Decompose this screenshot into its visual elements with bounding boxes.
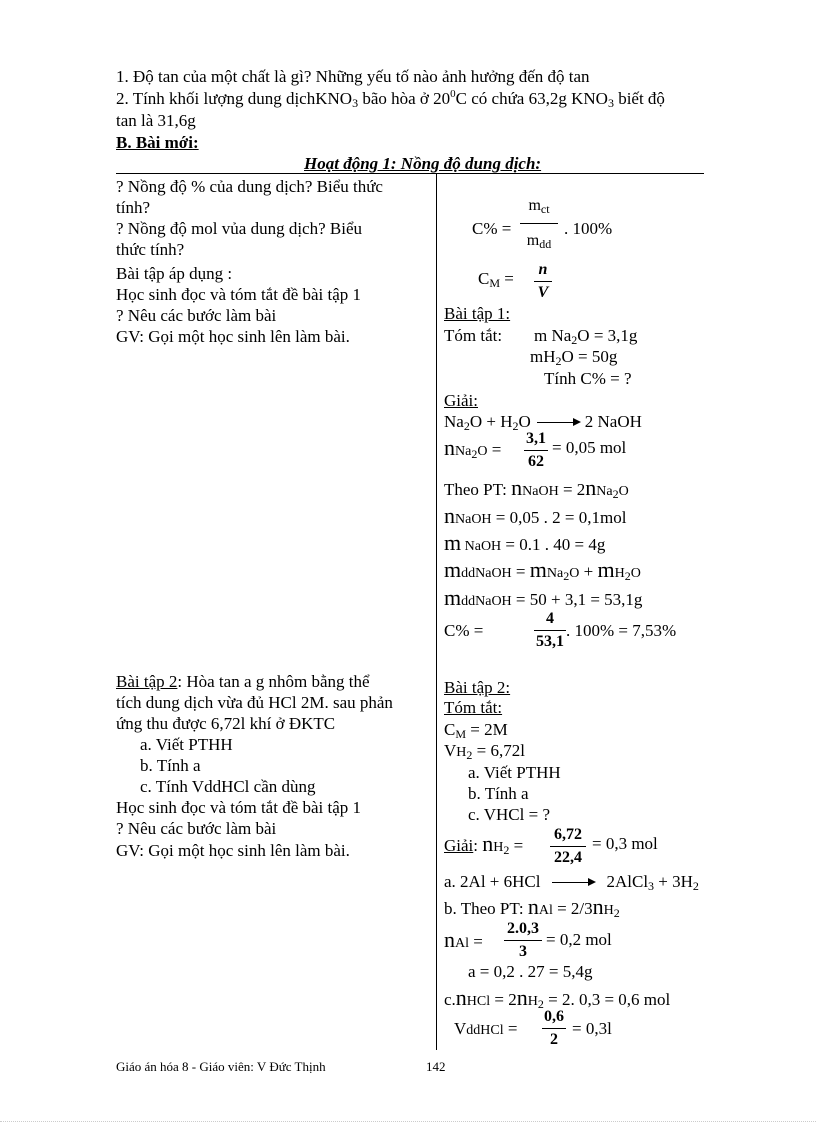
fraction-denominator: V	[537, 284, 549, 301]
fraction-denominator: $m_{dd}$	[526, 232, 552, 251]
left1-line: Học sinh đọc và tóm tắt đề bài tập 1	[116, 285, 362, 304]
ex2-reaction: a. 2Al + 6HCl 2AlCl$_3$ + $3H_2$	[444, 872, 699, 893]
fraction-bar	[524, 450, 548, 451]
ex1-theo-pt: Theo PT: nNaOH = 2nNa$_2$O	[444, 475, 629, 501]
left2-item: c. Tính VddHCl cần dùng	[140, 777, 316, 796]
left2-line9: GV: Gọi một học sinh lên làm bài.	[116, 841, 350, 860]
c-percent-fraction	[520, 197, 558, 250]
question-1: 1. Độ tan của một chất là gì? Những yếu tố nào ảnh hưởng đến độ tan	[116, 67, 590, 86]
fraction-numerator: 2.0,3	[507, 920, 539, 937]
fraction-numerator: 4	[546, 610, 554, 627]
ex2-a-value: a = 0,2 . 27 = 5,4g	[468, 962, 593, 981]
q2-text: C có chứa 63,2g KNO	[455, 89, 608, 108]
ex1-giai: Giải:	[444, 391, 478, 410]
ex2-title: Bài tập 2:	[444, 678, 511, 697]
left1-line: ? Nêu các bước làm bài	[116, 306, 277, 325]
fraction-denominator: 3	[519, 943, 527, 960]
table-column-divider	[436, 173, 437, 1050]
ex2-nal-fraction	[504, 920, 542, 961]
ex2-vdd-fraction	[542, 1008, 566, 1049]
times-100: . 100%	[564, 219, 613, 238]
fraction-numerator: n	[538, 261, 548, 278]
ex2-cm: $C_M = 2M$	[444, 720, 508, 741]
fraction-bar	[542, 1028, 566, 1029]
ex2-tomtat: Tóm tắt:	[444, 698, 503, 717]
ex2-nal: nAl =	[444, 927, 483, 952]
cm-label: $C_M$ =	[478, 269, 514, 290]
c-percent-label: C% =	[472, 219, 512, 238]
left2-item: a. Viết PTHH	[140, 735, 233, 754]
fraction-bar	[504, 940, 542, 941]
ex1-n-naoh: nNaOH = 0,05 . 2 = 0,1mol	[444, 503, 627, 528]
q2-sub: 3	[352, 96, 359, 110]
question-2	[116, 88, 665, 109]
section-b-colon: :	[192, 133, 199, 152]
ex2-nal-result: = 0,2 mol	[546, 930, 612, 949]
ex1-title: Bài tập 1:	[444, 304, 511, 323]
ex2-vdd-result: = 0,3l	[572, 1019, 612, 1038]
ex2-theo-pt: b. Theo PT: nAl = $2/3nH_2$	[444, 894, 620, 920]
section-b-heading	[116, 132, 199, 153]
ex1-tomtat: Tóm tắt:	[444, 326, 503, 345]
fraction-numerator: 6,72	[554, 826, 582, 843]
left2-line8: ? Nêu các bước làm bài	[116, 819, 277, 838]
ex1-n-fraction	[524, 430, 548, 471]
page-number: 142	[426, 1059, 446, 1074]
ex1-m-h2o: $mH_2O = 50g$	[530, 347, 618, 368]
fraction-denominator: 22,4	[554, 849, 582, 866]
fraction-numerator: $m_{ct}$	[528, 197, 550, 216]
ex2-item: b. Tính a	[468, 784, 529, 803]
fraction-bar	[534, 630, 566, 631]
footer-text: Giáo án hóa 8 - Giáo viên: V Đức Thịnh	[116, 1059, 326, 1074]
left1-line: Bài tập áp dụng :	[116, 264, 233, 283]
left2-line3: ứng thu được 6,72l khí ở ĐKTC	[116, 714, 336, 733]
ex2-c-line: c.nHCl = $2nH_2 = 2$. 0,3 = 0,6 mol	[444, 985, 671, 1011]
ex2-giai-line: Giải: $nH_2$ =	[444, 831, 524, 857]
activity-heading: Hoạt động 1: Nồng độ dung dịch:	[304, 154, 542, 173]
left1-line: ? Nồng độ mol vủa dung dịch? Biểu	[116, 219, 362, 238]
q2-text: biết độ	[613, 89, 665, 108]
ex1-mdd-2: mddNaOH = 50 + 3,1 = 53,1g	[444, 585, 643, 610]
fraction-bar	[534, 281, 552, 282]
ex2-vdd: VddHCl =	[454, 1019, 518, 1038]
question-2-line2: tan là 31,6g	[116, 111, 196, 130]
fraction-bar	[520, 223, 558, 224]
ex1-n-na2o: nNa$_2$O =	[444, 435, 502, 461]
fraction-bar	[550, 846, 586, 847]
ex2-nh2-fraction	[550, 826, 586, 867]
q2-text: 2. Tính khối lượng dung dịchKNO	[116, 89, 353, 108]
left1-line: thức tính?	[116, 240, 185, 259]
ex1-mdd-1: mddNaOH = $mNa_2O + mH_2O$	[444, 557, 641, 583]
ex1-m-na2o: m $Na_2O = 3,1g$	[534, 326, 638, 347]
left2-line2: tích dung dịch vừa đủ HCl 2M. sau phản	[116, 693, 393, 712]
ex1-reaction: $Na_2O + H_2O$ 2 NaOH	[444, 412, 642, 433]
section-b-text: B. Bài mới	[116, 133, 193, 152]
left2-item: b. Tính a	[140, 756, 201, 775]
left2-line1: Bài tập 2: Hòa tan a g nhôm bằng thể	[116, 672, 370, 691]
cm-fraction	[534, 261, 552, 302]
ex2-item: c. VHCl = ?	[468, 805, 550, 824]
arrow-icon	[552, 882, 594, 883]
left1-line: ? Nồng độ % của dung dịch? Biểu thức	[116, 177, 383, 196]
q2-text: bão hòa ở 20	[358, 89, 451, 108]
arrow-icon	[537, 422, 579, 423]
fraction-denominator: 53,1	[536, 633, 564, 650]
ex1-c-fraction	[534, 610, 566, 651]
ex1-m-naoh: m NaOH = 0.1 . 40 = 4g	[444, 530, 606, 555]
left1-line: tính?	[116, 198, 150, 217]
q2-sup: 0	[450, 88, 456, 100]
left2-line7: Học sinh đọc và tóm tắt đề bài tập 1	[116, 798, 362, 817]
page-bottom-line	[0, 1121, 816, 1122]
ex2-vh2: $VH_2 = 6,72l$	[444, 741, 525, 762]
fraction-numerator: 3,1	[526, 430, 546, 447]
q2-sub: 3	[607, 96, 614, 110]
ex1-n-result: = 0,05 mol	[552, 438, 627, 457]
table-top-border	[116, 173, 704, 174]
ex1-c-result: . 100% = 7,53%	[566, 621, 677, 640]
ex1-c-label: C% =	[444, 621, 484, 640]
left1-line: GV: Gọi một học sinh lên làm bài.	[116, 327, 350, 346]
fraction-numerator: 0,6	[544, 1008, 564, 1025]
fraction-denominator: 62	[528, 453, 544, 470]
ex1-find: Tính C% = ?	[544, 369, 632, 388]
fraction-denominator: 2	[550, 1031, 558, 1048]
ex2-nh2-result: = 0,3 mol	[592, 834, 658, 853]
ex2-item: a. Viết PTHH	[468, 763, 561, 782]
